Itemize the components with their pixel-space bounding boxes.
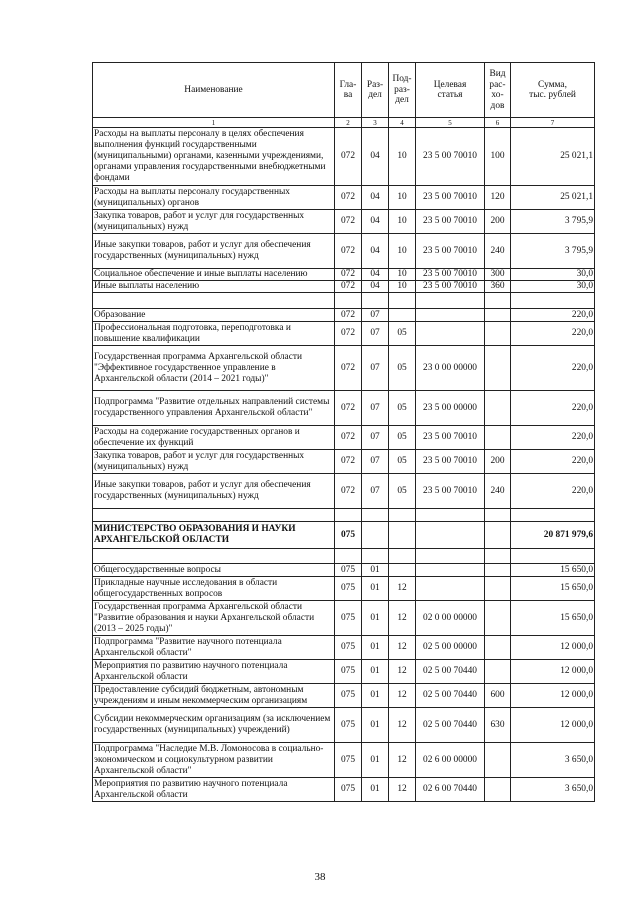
sum-cell: 220,0 bbox=[511, 346, 595, 391]
target-article-cell: 02 6 00 70440 bbox=[416, 778, 485, 802]
razdel-cell: 04 bbox=[362, 128, 389, 186]
glava-cell: 072 bbox=[335, 474, 362, 509]
table-row bbox=[93, 778, 595, 802]
target-article-cell bbox=[416, 577, 485, 601]
column-number: 5 bbox=[416, 118, 485, 128]
row-name-cell: Субсидии некоммерческим организациям (за исключением государственных (муниципальных) учреждений) bbox=[93, 708, 335, 743]
target-article-cell: 23 0 00 00000 bbox=[416, 346, 485, 391]
podrazdel-cell: 05 bbox=[389, 474, 416, 509]
podrazdel-cell: 12 bbox=[389, 577, 416, 601]
target-article-cell: 02 0 00 00000 bbox=[416, 601, 485, 636]
row-name-cell: Мероприятия по развитию научного потенциала Архангельской области bbox=[93, 778, 335, 802]
podrazdel-cell: 05 bbox=[389, 322, 416, 346]
table-header-row bbox=[93, 63, 595, 118]
glava-cell: 075 bbox=[335, 522, 362, 549]
podrazdel-cell: 05 bbox=[389, 346, 416, 391]
column-number: 1 bbox=[93, 118, 335, 128]
podrazdel-cell: 10 bbox=[389, 128, 416, 186]
target-article-cell: 23 5 00 70010 bbox=[416, 128, 485, 186]
target-article-cell: 23 5 00 00000 bbox=[416, 391, 485, 426]
glava-cell: 072 bbox=[335, 426, 362, 450]
glava-cell: 072 bbox=[335, 391, 362, 426]
expense-type-cell: 120 bbox=[485, 186, 511, 210]
target-article-cell: 02 5 00 70440 bbox=[416, 660, 485, 684]
row-name-cell: МИНИСТЕРСТВО ОБРАЗОВАНИЯ И НАУКИ АРХАНГЕЛЬСКОЙ ОБЛАСТИ bbox=[93, 522, 335, 549]
podrazdel-cell: 10 bbox=[389, 186, 416, 210]
expense-type-cell bbox=[485, 391, 511, 426]
table-row bbox=[93, 426, 595, 450]
blank-cell bbox=[335, 549, 362, 564]
expense-type-cell: 240 bbox=[485, 474, 511, 509]
blank-row bbox=[93, 549, 595, 564]
podrazdel-cell: 05 bbox=[389, 391, 416, 426]
blank-row bbox=[93, 293, 595, 309]
row-name-cell: Профессиональная подготовка, переподготовка и повышение квалификации bbox=[93, 322, 335, 346]
blank-cell bbox=[362, 549, 389, 564]
row-name-cell: Расходы на выплаты персоналу в целях обеспечения выполнения функций государственными (муниципальными) органами, казенными учреждениями, органами управления государственными внебюджетными фондами bbox=[93, 128, 335, 186]
sum-cell: 220,0 bbox=[511, 309, 595, 322]
header-name: Наименование bbox=[93, 63, 335, 118]
expense-type-cell bbox=[485, 636, 511, 660]
target-article-cell bbox=[416, 322, 485, 346]
blank-cell bbox=[362, 509, 389, 522]
expense-type-cell: 240 bbox=[485, 234, 511, 269]
blank-cell bbox=[362, 293, 389, 309]
table-body bbox=[93, 63, 595, 802]
row-name-cell: Мероприятия по развитию научного потенциала Архангельской области bbox=[93, 660, 335, 684]
document-page bbox=[92, 62, 594, 802]
podrazdel-cell: 10 bbox=[389, 269, 416, 281]
sum-cell: 3 795,9 bbox=[511, 210, 595, 234]
glava-cell: 072 bbox=[335, 186, 362, 210]
table-row bbox=[93, 522, 595, 549]
sum-cell: 3 650,0 bbox=[511, 778, 595, 802]
target-article-cell bbox=[416, 309, 485, 322]
blank-cell bbox=[389, 293, 416, 309]
blank-cell bbox=[485, 509, 511, 522]
budget-table bbox=[92, 62, 595, 802]
target-article-cell: 23 5 00 70010 bbox=[416, 234, 485, 269]
table-row bbox=[93, 450, 595, 474]
header-glava: Гла- ва bbox=[335, 63, 362, 118]
glava-cell: 075 bbox=[335, 660, 362, 684]
table-row bbox=[93, 210, 595, 234]
razdel-cell: 07 bbox=[362, 309, 389, 322]
table-row bbox=[93, 564, 595, 577]
podrazdel-cell bbox=[389, 522, 416, 549]
target-article-cell bbox=[416, 564, 485, 577]
razdel-cell: 01 bbox=[362, 636, 389, 660]
expense-type-cell bbox=[485, 522, 511, 549]
razdel-cell: 04 bbox=[362, 281, 389, 293]
glava-cell: 072 bbox=[335, 269, 362, 281]
razdel-cell: 01 bbox=[362, 601, 389, 636]
blank-cell bbox=[335, 293, 362, 309]
blank-cell bbox=[416, 293, 485, 309]
blank-cell bbox=[335, 509, 362, 522]
target-article-cell: 23 5 00 70010 bbox=[416, 210, 485, 234]
target-article-cell: 23 5 00 70010 bbox=[416, 281, 485, 293]
glava-cell: 072 bbox=[335, 210, 362, 234]
sum-cell: 3 650,0 bbox=[511, 743, 595, 778]
table-row bbox=[93, 636, 595, 660]
glava-cell: 075 bbox=[335, 778, 362, 802]
header-target-article: Целевая статья bbox=[416, 63, 485, 118]
table-row bbox=[93, 309, 595, 322]
razdel-cell: 01 bbox=[362, 778, 389, 802]
target-article-cell: 02 6 00 00000 bbox=[416, 743, 485, 778]
row-name-cell: Государственная программа Архангельской области "Развитие образования и науки Архангельской области (2013 – 2025 годы)" bbox=[93, 601, 335, 636]
row-name-cell: Расходы на выплаты персоналу государственных (муниципальных) органов bbox=[93, 186, 335, 210]
expense-type-cell: 360 bbox=[485, 281, 511, 293]
blank-cell bbox=[389, 549, 416, 564]
blank-cell bbox=[511, 509, 595, 522]
table-row bbox=[93, 474, 595, 509]
glava-cell: 072 bbox=[335, 309, 362, 322]
razdel-cell: 01 bbox=[362, 577, 389, 601]
blank-cell bbox=[511, 549, 595, 564]
blank-cell bbox=[93, 509, 335, 522]
glava-cell: 072 bbox=[335, 281, 362, 293]
expense-type-cell bbox=[485, 601, 511, 636]
expense-type-cell bbox=[485, 564, 511, 577]
table-row bbox=[93, 234, 595, 269]
razdel-cell: 01 bbox=[362, 743, 389, 778]
glava-cell: 075 bbox=[335, 577, 362, 601]
expense-type-cell: 200 bbox=[485, 210, 511, 234]
column-number: 3 bbox=[362, 118, 389, 128]
blank-cell bbox=[511, 293, 595, 309]
table-row bbox=[93, 186, 595, 210]
column-number: 2 bbox=[335, 118, 362, 128]
column-number: 6 bbox=[485, 118, 511, 128]
row-name-cell: Предоставление субсидий бюджетным, автономным учреждениям и иным некоммерческим организациям bbox=[93, 684, 335, 708]
page-number: 38 bbox=[314, 871, 326, 883]
podrazdel-cell: 10 bbox=[389, 234, 416, 269]
glava-cell: 075 bbox=[335, 564, 362, 577]
table-row bbox=[93, 391, 595, 426]
razdel-cell: 07 bbox=[362, 426, 389, 450]
glava-cell: 075 bbox=[335, 636, 362, 660]
razdel-cell: 04 bbox=[362, 269, 389, 281]
sum-cell: 30,0 bbox=[511, 269, 595, 281]
row-name-cell: Прикладные научные исследования в области общегосударственных вопросов bbox=[93, 577, 335, 601]
razdel-cell: 07 bbox=[362, 474, 389, 509]
table-row bbox=[93, 684, 595, 708]
row-name-cell: Закупка товаров, работ и услуг для государственных (муниципальных) нужд bbox=[93, 210, 335, 234]
glava-cell: 075 bbox=[335, 684, 362, 708]
glava-cell: 072 bbox=[335, 450, 362, 474]
podrazdel-cell: 12 bbox=[389, 778, 416, 802]
glava-cell: 075 bbox=[335, 743, 362, 778]
expense-type-cell bbox=[485, 743, 511, 778]
blank-cell bbox=[389, 509, 416, 522]
podrazdel-cell: 10 bbox=[389, 210, 416, 234]
glava-cell: 075 bbox=[335, 601, 362, 636]
blank-cell bbox=[93, 549, 335, 564]
row-name-cell: Социальное обеспечение и иные выплаты населению bbox=[93, 269, 335, 281]
razdel-cell: 07 bbox=[362, 322, 389, 346]
podrazdel-cell: 12 bbox=[389, 684, 416, 708]
header-sum: Сумма, тыс. рублей bbox=[511, 63, 595, 118]
table-row bbox=[93, 601, 595, 636]
sum-cell: 20 871 979,6 bbox=[511, 522, 595, 549]
podrazdel-cell: 05 bbox=[389, 450, 416, 474]
podrazdel-cell: 12 bbox=[389, 660, 416, 684]
expense-type-cell bbox=[485, 778, 511, 802]
razdel-cell: 01 bbox=[362, 708, 389, 743]
target-article-cell: 02 5 00 70440 bbox=[416, 708, 485, 743]
column-number: 7 bbox=[511, 118, 595, 128]
sum-cell: 15 650,0 bbox=[511, 601, 595, 636]
razdel-cell: 07 bbox=[362, 346, 389, 391]
podrazdel-cell bbox=[389, 564, 416, 577]
glava-cell: 075 bbox=[335, 708, 362, 743]
sum-cell: 220,0 bbox=[511, 391, 595, 426]
blank-cell bbox=[416, 549, 485, 564]
blank-cell bbox=[485, 293, 511, 309]
sum-cell: 220,0 bbox=[511, 426, 595, 450]
podrazdel-cell: 10 bbox=[389, 281, 416, 293]
razdel-cell: 07 bbox=[362, 450, 389, 474]
blank-cell bbox=[416, 509, 485, 522]
target-article-cell: 23 5 00 70010 bbox=[416, 450, 485, 474]
table-row bbox=[93, 128, 595, 186]
table-row bbox=[93, 322, 595, 346]
razdel-cell: 01 bbox=[362, 660, 389, 684]
target-article-cell: 23 5 00 70010 bbox=[416, 269, 485, 281]
table-row bbox=[93, 660, 595, 684]
sum-cell: 25 021,1 bbox=[511, 128, 595, 186]
row-name-cell: Закупка товаров, работ и услуг для государственных (муниципальных) нужд bbox=[93, 450, 335, 474]
row-name-cell: Расходы на содержание государственных органов и обеспечение их функций bbox=[93, 426, 335, 450]
row-name-cell: Общегосударственные вопросы bbox=[93, 564, 335, 577]
row-name-cell: Образование bbox=[93, 309, 335, 322]
podrazdel-cell: 12 bbox=[389, 601, 416, 636]
expense-type-cell bbox=[485, 309, 511, 322]
razdel-cell: 04 bbox=[362, 234, 389, 269]
expense-type-cell: 200 bbox=[485, 450, 511, 474]
expense-type-cell: 100 bbox=[485, 128, 511, 186]
blank-row bbox=[93, 509, 595, 522]
sum-cell: 12 000,0 bbox=[511, 708, 595, 743]
expense-type-cell bbox=[485, 577, 511, 601]
razdel-cell: 04 bbox=[362, 210, 389, 234]
row-name-cell: Иные закупки товаров, работ и услуг для обеспечения государственных (муниципальных) нужд bbox=[93, 234, 335, 269]
table-row bbox=[93, 281, 595, 293]
glava-cell: 072 bbox=[335, 128, 362, 186]
sum-cell: 220,0 bbox=[511, 450, 595, 474]
podrazdel-cell: 05 bbox=[389, 426, 416, 450]
sum-cell: 12 000,0 bbox=[511, 684, 595, 708]
table-row bbox=[93, 269, 595, 281]
podrazdel-cell: 12 bbox=[389, 636, 416, 660]
expense-type-cell bbox=[485, 660, 511, 684]
sum-cell: 15 650,0 bbox=[511, 577, 595, 601]
header-expense-type: Вид рас- хо- дов bbox=[485, 63, 511, 118]
sum-cell: 220,0 bbox=[511, 474, 595, 509]
table-row bbox=[93, 708, 595, 743]
row-name-cell: Иные выплаты населению bbox=[93, 281, 335, 293]
table-row bbox=[93, 577, 595, 601]
expense-type-cell: 300 bbox=[485, 269, 511, 281]
blank-cell bbox=[485, 549, 511, 564]
row-name-cell: Подпрограмма "Развитие отдельных направлений системы государственного управления Архангельской области" bbox=[93, 391, 335, 426]
sum-cell: 25 021,1 bbox=[511, 186, 595, 210]
glava-cell: 072 bbox=[335, 234, 362, 269]
target-article-cell: 02 5 00 00000 bbox=[416, 636, 485, 660]
sum-cell: 220,0 bbox=[511, 322, 595, 346]
expense-type-cell: 600 bbox=[485, 684, 511, 708]
razdel-cell: 01 bbox=[362, 684, 389, 708]
expense-type-cell bbox=[485, 426, 511, 450]
razdel-cell bbox=[362, 522, 389, 549]
razdel-cell: 04 bbox=[362, 186, 389, 210]
target-article-cell bbox=[416, 522, 485, 549]
sum-cell: 30,0 bbox=[511, 281, 595, 293]
expense-type-cell bbox=[485, 346, 511, 391]
razdel-cell: 07 bbox=[362, 391, 389, 426]
razdel-cell: 01 bbox=[362, 564, 389, 577]
row-name-cell: Подпрограмма "Наследие М.В. Ломоносова в социально-экономическом и социокультурном развитии Архангельской области" bbox=[93, 743, 335, 778]
target-article-cell: 23 5 00 70010 bbox=[416, 426, 485, 450]
sum-cell: 12 000,0 bbox=[511, 660, 595, 684]
target-article-cell: 23 5 00 70010 bbox=[416, 186, 485, 210]
table-row bbox=[93, 346, 595, 391]
podrazdel-cell: 12 bbox=[389, 708, 416, 743]
expense-type-cell: 630 bbox=[485, 708, 511, 743]
target-article-cell: 02 5 00 70440 bbox=[416, 684, 485, 708]
row-name-cell: Государственная программа Архангельской области "Эффективное государственное управление в Архангельской области (2014 – 2021 годы)" bbox=[93, 346, 335, 391]
row-name-cell: Подпрограмма "Развитие научного потенциала Архангельской области" bbox=[93, 636, 335, 660]
podrazdel-cell bbox=[389, 309, 416, 322]
sum-cell: 3 795,9 bbox=[511, 234, 595, 269]
header-podrazdel: Под- раз- дел bbox=[389, 63, 416, 118]
table-row bbox=[93, 743, 595, 778]
glava-cell: 072 bbox=[335, 322, 362, 346]
expense-type-cell bbox=[485, 322, 511, 346]
sum-cell: 15 650,0 bbox=[511, 564, 595, 577]
column-number: 4 bbox=[389, 118, 416, 128]
row-name-cell: Иные закупки товаров, работ и услуг для обеспечения государственных (муниципальных) нужд bbox=[93, 474, 335, 509]
header-razdel: Раз- дел bbox=[362, 63, 389, 118]
blank-cell bbox=[93, 293, 335, 309]
sum-cell: 12 000,0 bbox=[511, 636, 595, 660]
column-number-row bbox=[93, 118, 595, 128]
target-article-cell: 23 5 00 70010 bbox=[416, 474, 485, 509]
glava-cell: 072 bbox=[335, 346, 362, 391]
podrazdel-cell: 12 bbox=[389, 743, 416, 778]
